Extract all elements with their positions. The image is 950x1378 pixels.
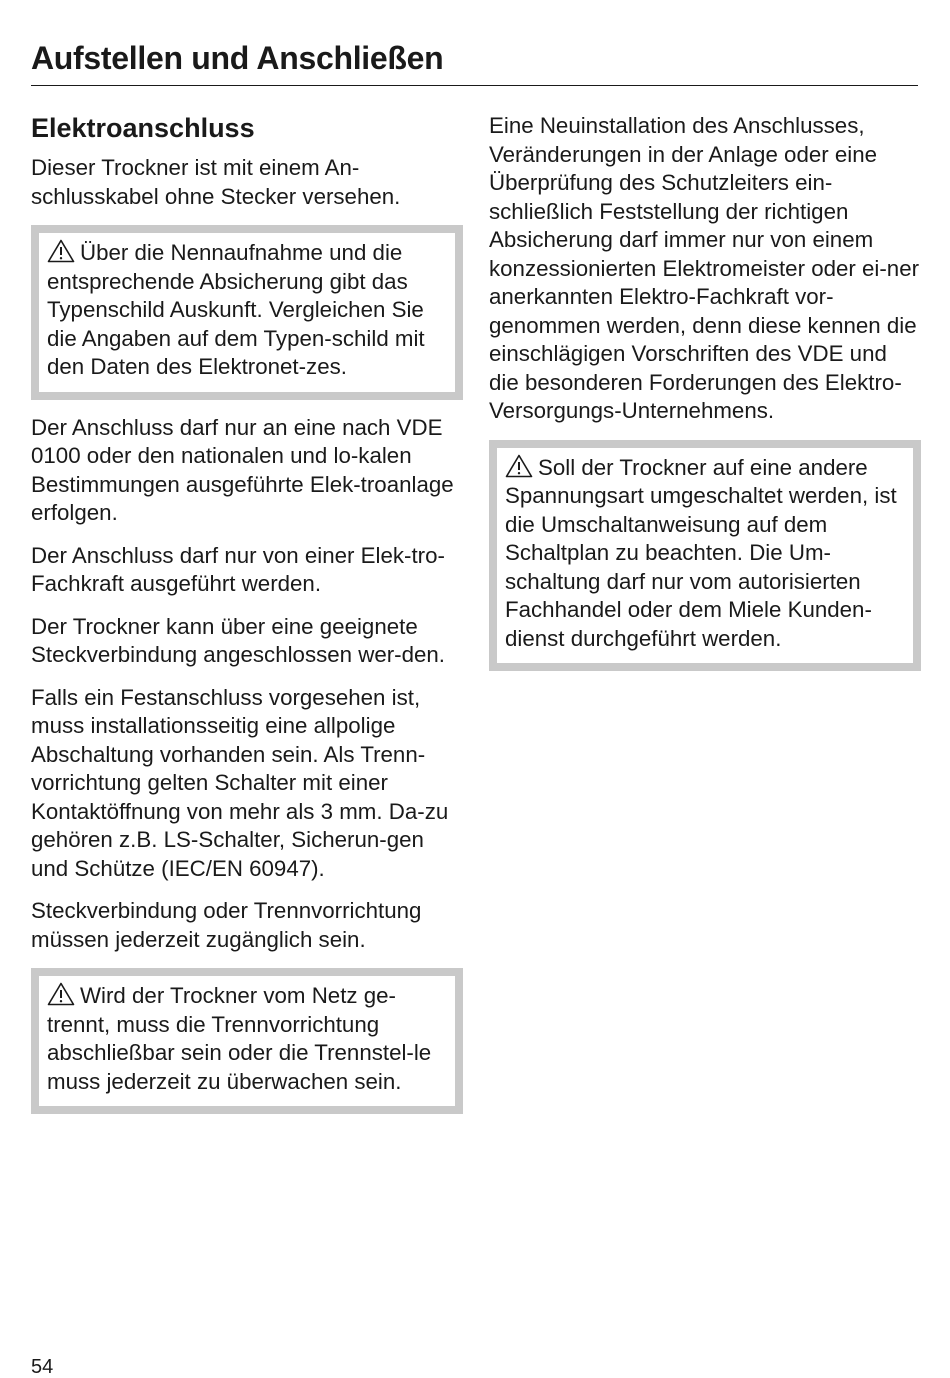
paragraph-new-installation: Eine Neuinstallation des Anschlusses, Veränderungen in der Anlage oder eine Überprüfung des Schutzleiters ein-schließlich Feststellung der richtigen Absicherung darf immer nur von einem konzessionierten Elektromeister oder ei-ner anerkannten Elektro-Fachkraft vor-genommen werden, denn diese kennen die einschlägigen Vorschriften des VDE und die besonderen Forderungen des Elektro-Versorgungs-Unternehmens.: [489, 113, 920, 423]
paragraph-cable: Dieser Trockner ist mit einem An-schlusskabel ohne Stecker versehen.: [31, 155, 401, 209]
paragraph-electrician: Der Anschluss darf nur von einer Elek-tro-Fachkraft ausgeführt werden.: [31, 542, 445, 596]
warning-note-voltage: [489, 440, 921, 672]
warning-note-text: Über die Nennaufnahme und die entsprechende Absicherung gibt das Typenschild Auskunft. Vergleichen Sie die Angaben auf dem Typen-schild mit den Daten des Elektronet-zes.: [47, 240, 425, 379]
warning-triangle-icon: [505, 454, 533, 478]
warning-note-text: Wird der Trockner vom Netz ge-trennt, muss die Trennvorrichtung abschließbar sein oder die Trennstel-le muss jederzeit zu überwachen sein.: [47, 983, 432, 1094]
paragraph-fixed-connection: Falls ein Festanschluss vorgesehen ist, muss installationsseitig eine allpolige Abschaltung vorhanden sein. Als Trenn-vorrichtung gelten Schalter mit einer Kontaktöffnung von mehr als 3 mm. Da-zu gehören z.B. LS-Schalter, Sicherun-gen und Schütze (IEC/EN 60947).: [31, 684, 449, 881]
warning-note-disconnect: [31, 968, 463, 1114]
page-title: Aufstellen und Anschließen: [31, 40, 444, 76]
warning-triangle-icon: [47, 239, 75, 263]
left-column: [31, 110, 463, 1128]
title-divider: [31, 85, 918, 86]
warning-note-rating: [31, 225, 463, 400]
warning-note-text: Soll der Trockner auf eine andere Spannungsart umgeschaltet werden, ist die Umschaltanweisung auf dem Schaltplan zu beachten. Die Um-schaltung darf nur vom autorisierten Fachhandel oder dem Miele Kunden-dienst durchgeführt werden.: [505, 454, 897, 651]
paragraph-accessible: Steckverbindung oder Trennvorrichtung müssen jederzeit zugänglich sein.: [31, 898, 422, 952]
paragraph-plug: Der Trockner kann über eine geeignete Steckverbindung angeschlossen wer-den.: [31, 613, 445, 667]
right-column: [489, 112, 921, 685]
paragraph-vde: Der Anschluss darf nur an eine nach VDE 0100 oder den nationalen und lo-kalen Bestimmungen ausgeführte Elek-troanlage erfolgen.: [31, 414, 454, 525]
page-number: 54: [31, 1356, 54, 1378]
warning-triangle-icon: [47, 982, 75, 1006]
section-title: Elektroanschluss: [31, 113, 255, 143]
